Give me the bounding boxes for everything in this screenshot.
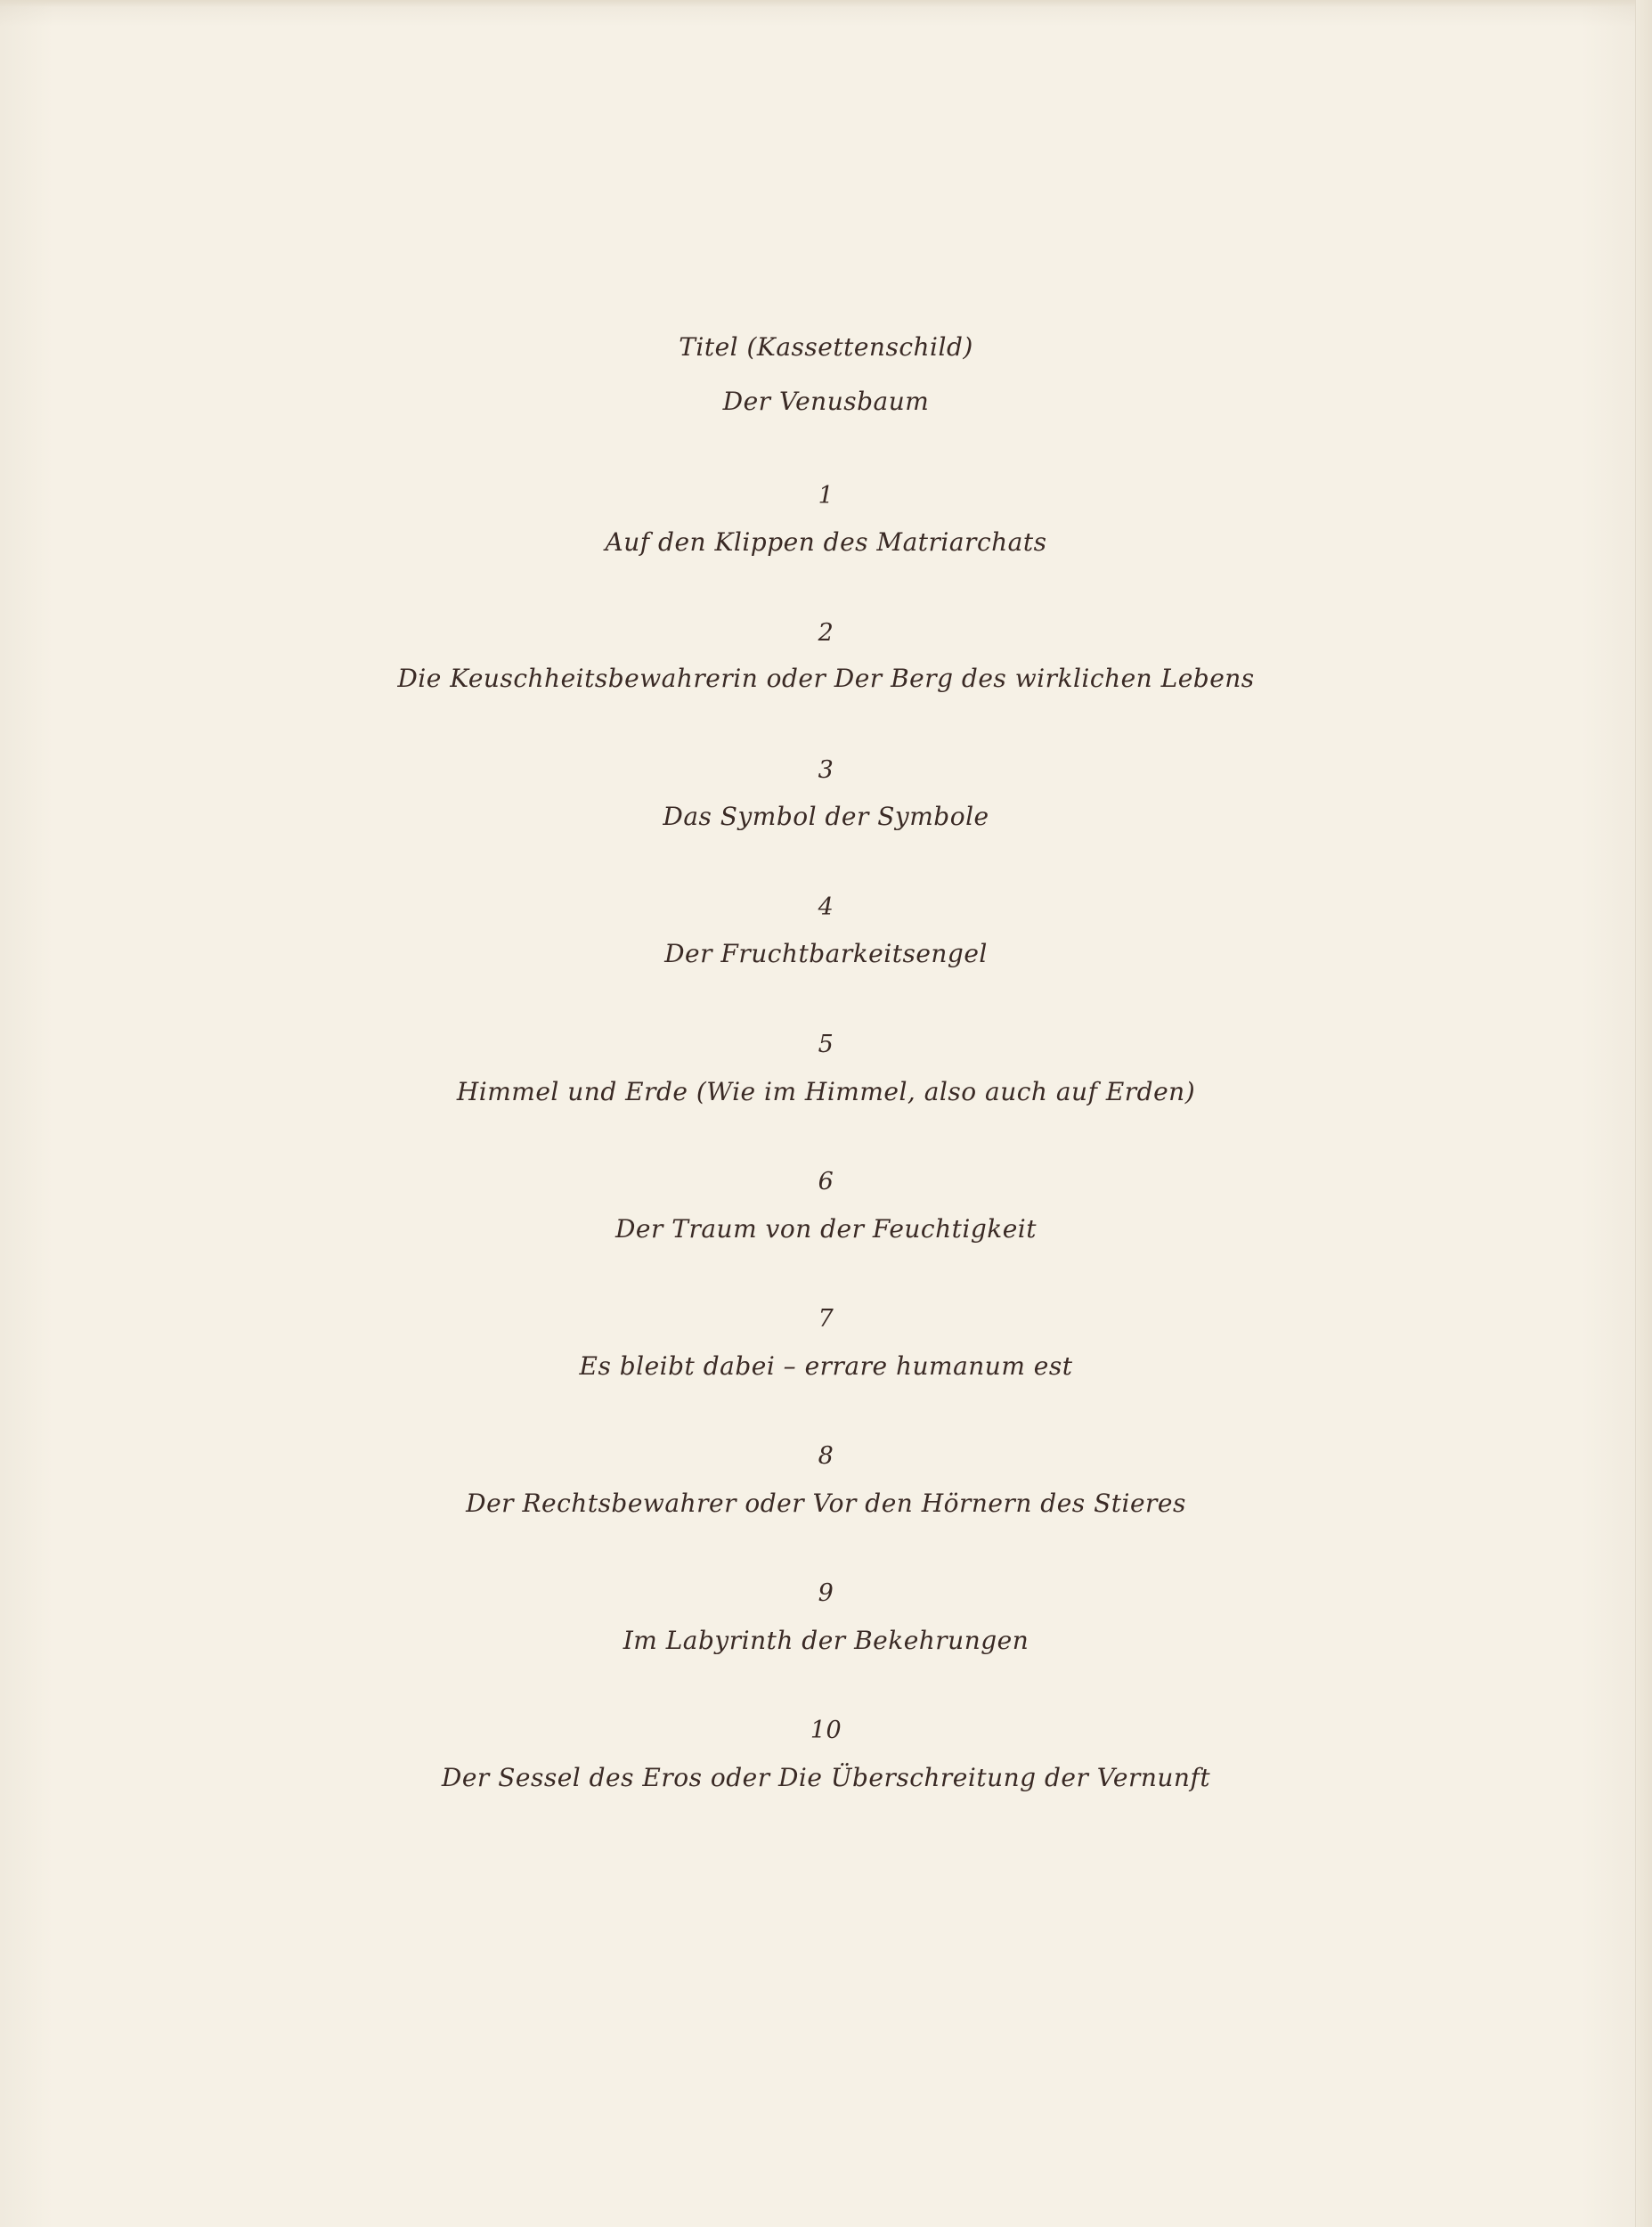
entry-number: 5 bbox=[818, 1031, 834, 1058]
page-title: Titel (Kassettenschild) bbox=[679, 332, 973, 362]
entry-title: Himmel und Erde (Wie im Himmel, also auch auf Erden) bbox=[456, 1077, 1196, 1106]
entry-number: 3 bbox=[818, 756, 834, 784]
entry-number: 2 bbox=[818, 619, 834, 647]
entry-title: Im Labyrinth der Bekehrungen bbox=[623, 1626, 1029, 1655]
entry-number: 8 bbox=[818, 1442, 834, 1470]
entry-title: Der Traum von der Feuchtigkeit bbox=[614, 1214, 1038, 1244]
entry-number: 1 bbox=[818, 482, 834, 510]
entry-number: 4 bbox=[818, 893, 834, 921]
entry-title: Der Rechtsbewahrer oder Vor den Hörnern des Stieres bbox=[466, 1489, 1186, 1518]
entry-title: Das Symbol der Symbole bbox=[663, 802, 989, 831]
page-subtitle: Der Venusbaum bbox=[722, 387, 930, 416]
entry-title: Auf den Klippen des Matriarchats bbox=[605, 527, 1047, 557]
entry-number: 7 bbox=[818, 1305, 834, 1333]
entry-number: 10 bbox=[810, 1717, 842, 1744]
entry-title: Es bleibt dabei – errare humanum est bbox=[579, 1351, 1073, 1381]
entry-title: Der Fruchtbarkeitsengel bbox=[664, 939, 988, 968]
entry-number: 6 bbox=[818, 1168, 834, 1195]
entry-title: Die Keuschheitsbewahrerin oder Der Berg des wirklichen Lebens bbox=[397, 664, 1255, 693]
entry-number: 9 bbox=[818, 1579, 834, 1607]
entry-title: Der Sessel des Eros oder Die Überschreitung der Vernunft bbox=[441, 1763, 1211, 1792]
